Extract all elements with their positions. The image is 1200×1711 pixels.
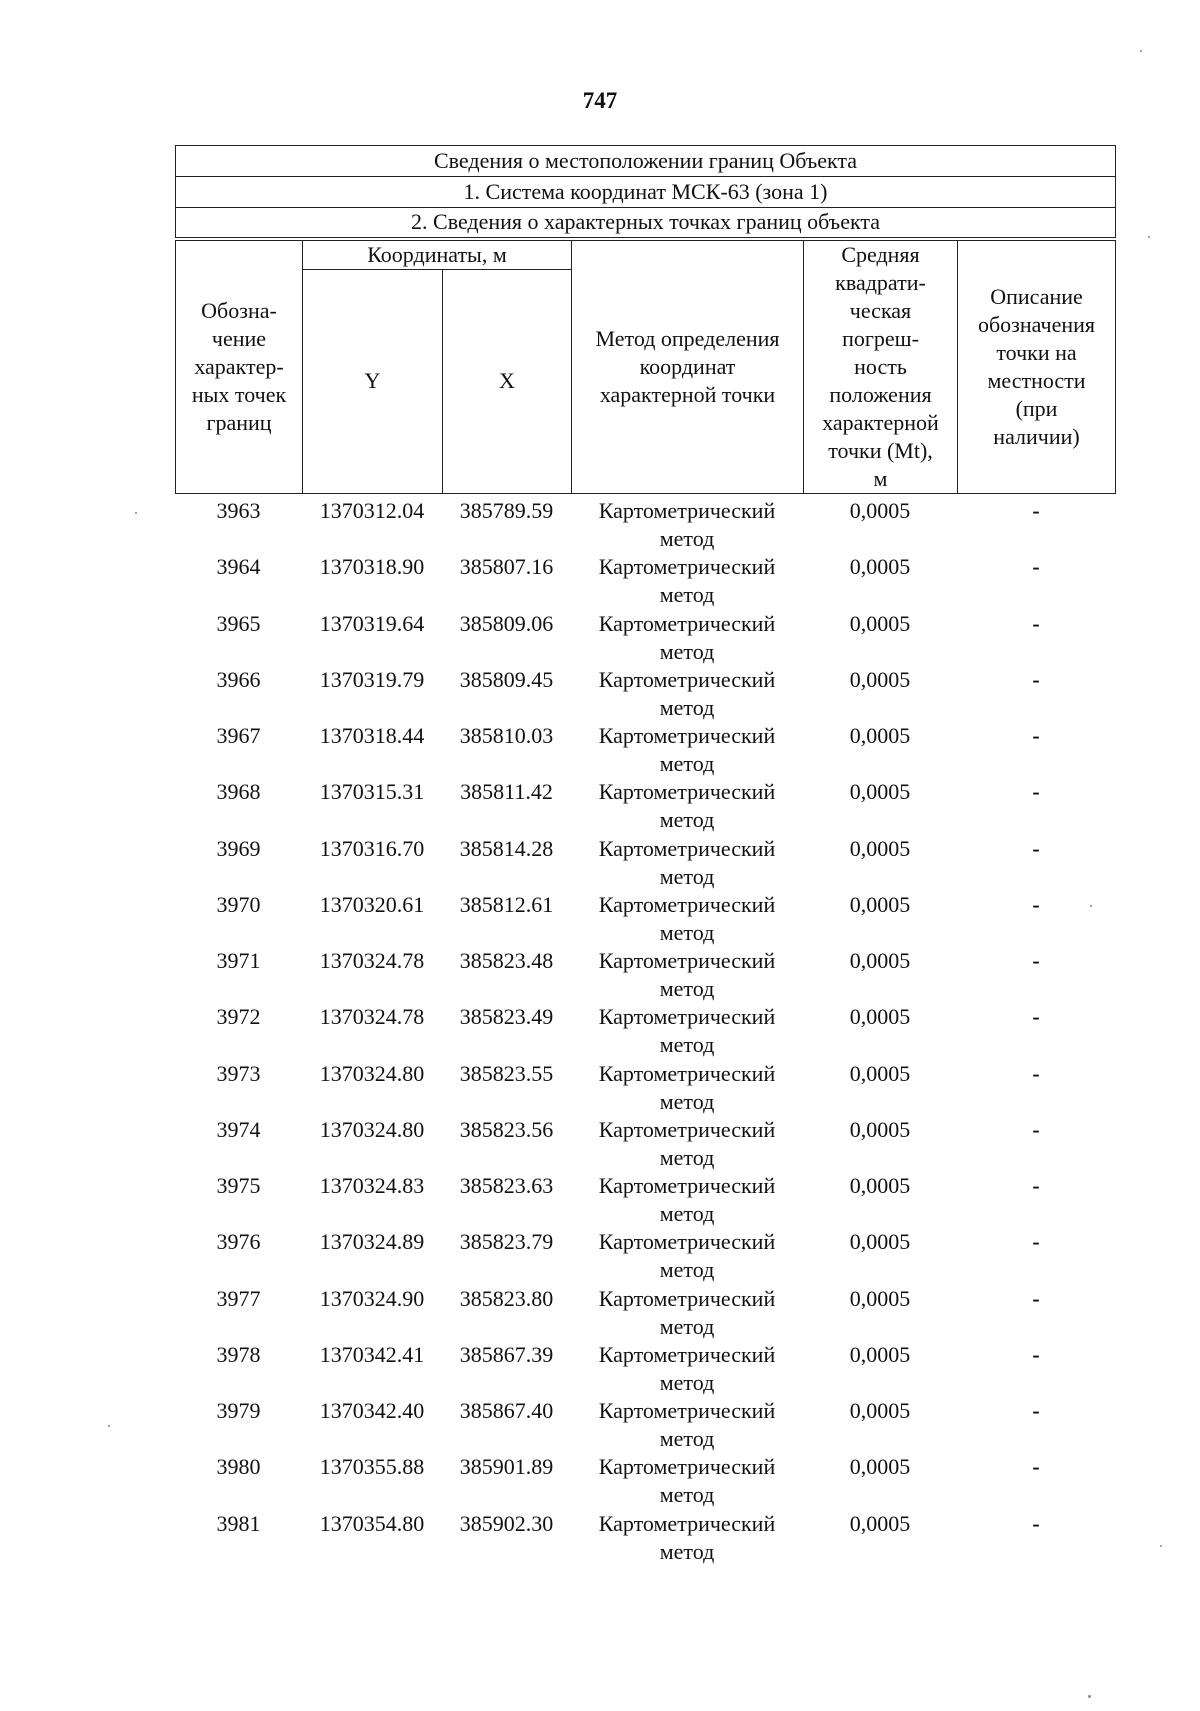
table-row	[175, 835, 1115, 891]
coordinate-y: 1370315.31	[319, 779, 425, 805]
mean-square-error: 0,0005	[849, 1510, 911, 1536]
method: Картометрический метод	[598, 779, 776, 833]
table-row	[175, 1060, 1115, 1116]
method: Картометрический метод	[598, 948, 776, 1001]
column-header-point: Обозна- чение характер- ных точек границ	[176, 239, 303, 494]
coordinate-x: 385823.80	[459, 1285, 554, 1311]
mean-square-error: 0,0005	[849, 1398, 911, 1423]
coordinate-x: 385810.03	[459, 723, 554, 748]
point-description: -	[1032, 1398, 1040, 1423]
scan-speck	[1160, 1545, 1162, 1547]
scan-speck	[1088, 1695, 1091, 1698]
point-description: -	[1032, 835, 1040, 861]
mean-square-error: 0,0005	[849, 891, 911, 917]
table-row	[175, 1510, 1115, 1566]
coordinate-y: 1370324.80	[319, 1060, 425, 1086]
coordinate-x: 385823.48	[459, 948, 554, 973]
column-header-description: Описание обозначения точки на местности (при наличии)	[958, 239, 1116, 494]
point-description: -	[1032, 610, 1040, 636]
point-description: -	[1032, 1285, 1040, 1311]
mean-square-error: 0,0005	[849, 948, 911, 973]
column-header-coordinates: Координаты, м	[303, 239, 572, 270]
method: Картометрический метод	[598, 1229, 776, 1283]
coordinate-x: 385823.63	[459, 1173, 554, 1198]
table-row	[175, 1228, 1115, 1284]
point-description: -	[1032, 666, 1040, 692]
coordinate-y: 1370318.44	[319, 723, 425, 748]
table-row	[175, 497, 1115, 553]
table-body	[175, 497, 1115, 1566]
point-number: 3980	[216, 1454, 261, 1480]
table-row	[175, 1453, 1115, 1509]
table-row	[175, 1172, 1115, 1228]
mean-square-error: 0,0005	[849, 835, 911, 861]
method: Картометрический метод	[598, 666, 776, 720]
coordinate-x: 385812.61	[459, 891, 554, 917]
table-row	[175, 947, 1115, 1003]
table-header	[175, 145, 1116, 494]
coordinate-x: 385867.39	[459, 1341, 554, 1367]
method: Картометрический метод	[598, 1285, 776, 1339]
table-row	[175, 666, 1115, 722]
point-number: 3971	[216, 948, 261, 973]
coordinate-x: 385809.45	[459, 666, 554, 692]
coordinate-y: 1370319.64	[319, 610, 425, 636]
table-row	[175, 891, 1115, 947]
method: Картометрический метод	[598, 1341, 776, 1395]
coordinate-y: 1370324.78	[319, 948, 425, 973]
mean-square-error: 0,0005	[849, 779, 911, 805]
coordinate-y: 1370355.88	[319, 1454, 425, 1480]
point-number: 3966	[216, 666, 261, 692]
page-number: 747	[582, 88, 618, 113]
column-header-method: Метод определения координат характерной точки	[572, 239, 804, 494]
coordinate-y: 1370324.80	[319, 1116, 425, 1142]
point-number: 3970	[216, 891, 261, 917]
coordinate-x: 385789.59	[459, 498, 554, 523]
point-description: -	[1032, 891, 1040, 917]
scan-speck	[135, 512, 137, 514]
scan-speck	[1148, 236, 1150, 238]
mean-square-error: 0,0005	[849, 1004, 911, 1030]
method: Картометрический метод	[598, 1060, 776, 1114]
table-row	[175, 553, 1115, 609]
point-number: 3972	[216, 1004, 261, 1030]
point-number: 3979	[216, 1398, 261, 1423]
point-description: -	[1032, 1116, 1040, 1142]
coordinate-x: 385823.56	[459, 1116, 554, 1142]
coordinate-system: 1. Система координат МСК-63 (зона 1)	[176, 177, 1116, 208]
coordinate-x: 385902.30	[459, 1510, 554, 1536]
column-header-x: X	[443, 270, 572, 493]
point-description: -	[1032, 1510, 1040, 1536]
coordinate-x: 385823.79	[459, 1229, 554, 1255]
point-description: -	[1032, 554, 1040, 580]
mean-square-error: 0,0005	[849, 1229, 911, 1255]
coordinate-y: 1370319.79	[319, 666, 425, 692]
point-number: 3977	[216, 1285, 261, 1311]
mean-square-error: 0,0005	[849, 1341, 911, 1367]
point-number: 3969	[216, 835, 261, 861]
point-number: 3967	[216, 723, 261, 748]
coordinate-x: 385807.16	[459, 554, 554, 580]
mean-square-error: 0,0005	[849, 1116, 911, 1142]
scan-speck	[1140, 50, 1142, 52]
coordinate-y: 1370318.90	[319, 554, 425, 580]
points-section-title: 2. Сведения о характерных точках границ объекта	[176, 208, 1116, 239]
mean-square-error: 0,0005	[849, 723, 911, 748]
coordinate-y: 1370312.04	[319, 498, 425, 523]
coordinate-y: 1370324.90	[319, 1285, 425, 1311]
table-title: Сведения о местоположении границ Объекта	[176, 146, 1116, 177]
method: Картометрический метод	[598, 610, 776, 664]
point-number: 3968	[216, 779, 261, 805]
point-description: -	[1032, 1060, 1040, 1086]
point-number: 3974	[216, 1116, 261, 1142]
coordinate-y: 1370324.83	[319, 1173, 425, 1198]
point-number: 3963	[216, 498, 261, 523]
method: Картометрический метод	[598, 1510, 776, 1564]
point-description: -	[1032, 1173, 1040, 1198]
method: Картометрический метод	[598, 1398, 776, 1451]
coordinate-x: 385814.28	[459, 835, 554, 861]
table-row	[175, 1116, 1115, 1172]
column-header-mt: Средняя квадрати- ческая погреш- ность положения характерной точки (Mt), м	[804, 239, 958, 494]
coordinate-x: 385809.06	[459, 610, 554, 636]
table-row	[175, 1341, 1115, 1397]
point-number: 3973	[216, 1060, 261, 1086]
coordinate-x: 385823.49	[459, 1004, 554, 1030]
coordinate-y: 1370324.89	[319, 1229, 425, 1255]
method: Картометрический метод	[598, 498, 776, 551]
point-description: -	[1032, 1004, 1040, 1030]
mean-square-error: 0,0005	[849, 498, 911, 523]
column-header-y: Y	[303, 270, 443, 493]
point-number: 3975	[216, 1173, 261, 1198]
point-number: 3965	[216, 610, 261, 636]
method: Картометрический метод	[598, 1173, 776, 1226]
table-row	[175, 610, 1115, 666]
coordinate-x: 385867.40	[459, 1398, 554, 1423]
point-number: 3978	[216, 1341, 261, 1367]
scan-speck	[108, 1425, 110, 1427]
mean-square-error: 0,0005	[849, 610, 911, 636]
point-description: -	[1032, 1454, 1040, 1480]
point-description: -	[1032, 723, 1040, 748]
point-description: -	[1032, 779, 1040, 805]
table-row	[175, 1285, 1115, 1341]
coordinate-y: 1370354.80	[319, 1510, 425, 1536]
point-number: 3976	[216, 1229, 261, 1255]
mean-square-error: 0,0005	[849, 1285, 911, 1311]
coordinate-y: 1370320.61	[319, 891, 425, 917]
point-description: -	[1032, 1341, 1040, 1367]
table-row	[175, 1397, 1115, 1453]
coordinate-x: 385823.55	[459, 1060, 554, 1086]
mean-square-error: 0,0005	[849, 666, 911, 692]
point-number: 3964	[216, 554, 261, 580]
coordinate-y: 1370324.78	[319, 1004, 425, 1030]
method: Картометрический метод	[598, 835, 776, 889]
method: Картометрический метод	[598, 1004, 776, 1058]
mean-square-error: 0,0005	[849, 554, 911, 580]
point-description: -	[1032, 498, 1040, 523]
method: Картометрический метод	[598, 891, 776, 945]
point-description: -	[1032, 1229, 1040, 1255]
method: Картометрический метод	[598, 1454, 776, 1508]
table-row	[175, 1003, 1115, 1059]
coordinate-y: 1370316.70	[319, 835, 425, 861]
coordinate-y: 1370342.40	[319, 1398, 425, 1423]
table-row	[175, 778, 1115, 834]
point-number: 3981	[216, 1510, 261, 1536]
mean-square-error: 0,0005	[849, 1173, 911, 1198]
point-description: -	[1032, 948, 1040, 973]
method: Картометрический метод	[598, 554, 776, 608]
mean-square-error: 0,0005	[849, 1060, 911, 1086]
coordinate-x: 385811.42	[460, 779, 553, 805]
coordinate-x: 385901.89	[459, 1454, 554, 1480]
coordinate-y: 1370342.41	[319, 1341, 425, 1367]
method: Картометрический метод	[598, 723, 776, 776]
scan-speck	[1090, 905, 1092, 907]
method: Картометрический метод	[598, 1116, 776, 1170]
table-row	[175, 722, 1115, 778]
mean-square-error: 0,0005	[849, 1454, 911, 1480]
